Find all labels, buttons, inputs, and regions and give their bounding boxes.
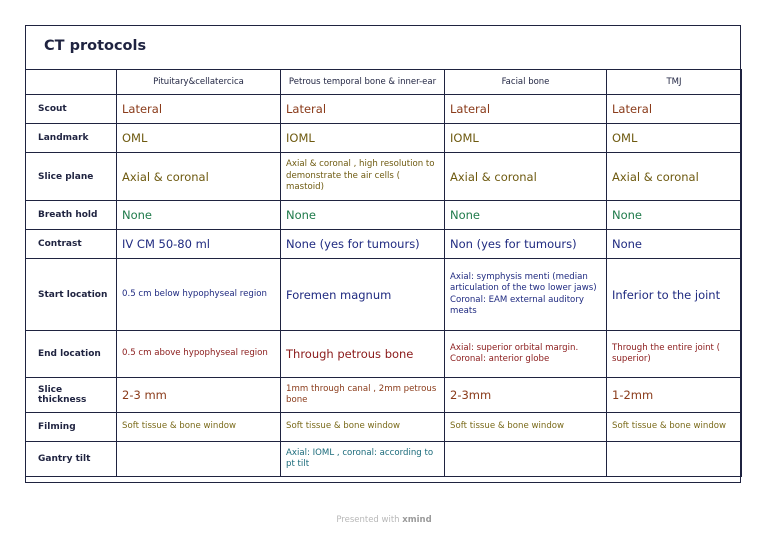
table-cell: None (yes for tumours) <box>281 230 445 259</box>
table-cell <box>117 442 281 477</box>
table-cell: Lateral <box>607 95 742 124</box>
table-cell: None <box>281 201 445 230</box>
table-cell: None <box>607 201 742 230</box>
table-cell: 2-3mm <box>445 378 607 413</box>
footer-prefix: Presented with <box>336 515 400 525</box>
footer-brand: xmind <box>402 515 432 525</box>
page-title: CT protocols <box>44 38 147 54</box>
table-cell: Axial & coronal <box>445 153 607 201</box>
table-row <box>26 442 742 477</box>
table-cell: Soft tissue & bone window <box>607 413 742 442</box>
column-header: TMJ <box>607 70 742 95</box>
table-cell: Axial & coronal , high resolution to demonstrate the air cells ( mastoid) <box>281 153 445 201</box>
header-corner <box>26 70 117 95</box>
table-cell: 0.5 cm above hypophyseal region <box>117 331 281 378</box>
cell-line: Coronal: anterior globe <box>450 354 550 364</box>
table-cell: OML <box>117 124 281 153</box>
table-cell: Axial & coronal <box>117 153 281 201</box>
table-cell: Foremen magnum <box>281 259 445 331</box>
row-label: Landmark <box>26 124 117 153</box>
table-cell: None <box>117 201 281 230</box>
table-cell: 2-3 mm <box>117 378 281 413</box>
cell-line: Coronal: EAM external auditory meats <box>450 294 584 316</box>
table-cell: None <box>445 201 607 230</box>
footer-credit <box>0 515 768 525</box>
row-label: End location <box>26 331 117 378</box>
table-cell: 1-2mm <box>607 378 742 413</box>
table-cell <box>445 442 607 477</box>
protocol-card <box>25 25 741 483</box>
row-label: Filming <box>26 413 117 442</box>
table-cell: IOML <box>445 124 607 153</box>
table-cell: Lateral <box>281 95 445 124</box>
column-header: Petrous temporal bone & inner-ear <box>281 70 445 95</box>
table-row <box>26 124 742 153</box>
row-label: Slice plane <box>26 153 117 201</box>
table-cell: Through the entire joint ( superior) <box>607 331 742 378</box>
table-cell: None <box>607 230 742 259</box>
row-label: Scout <box>26 95 117 124</box>
table-cell: Non (yes for tumours) <box>445 230 607 259</box>
cell-line: Axial: superior orbital margin. <box>450 342 579 353</box>
table-cell: Lateral <box>445 95 607 124</box>
table-cell: Soft tissue & bone window <box>281 413 445 442</box>
table-row <box>26 331 742 378</box>
table-cell: 0.5 cm below hypophyseal region <box>117 259 281 331</box>
table-cell: IV CM 50-80 ml <box>117 230 281 259</box>
table-cell: IOML <box>281 124 445 153</box>
table-cell <box>445 331 607 378</box>
table-row <box>26 95 742 124</box>
table-cell: 1mm through canal , 2mm petrous bone <box>281 378 445 413</box>
table-cell: Inferior to the joint <box>607 259 742 331</box>
row-label: Slice thickness <box>26 378 117 413</box>
table-row <box>26 378 742 413</box>
table-cell: Axial & coronal <box>607 153 742 201</box>
table-row <box>26 153 742 201</box>
row-label: Contrast <box>26 230 117 259</box>
table-cell: Lateral <box>117 95 281 124</box>
table-cell: OML <box>607 124 742 153</box>
cell-line: Axial: symphysis menti (median articulation of the two lower jaws) <box>450 271 597 293</box>
table-row <box>26 230 742 259</box>
column-header: Facial bone <box>445 70 607 95</box>
row-label: Start location <box>26 259 117 331</box>
column-header: Pituitary&cellatercica <box>117 70 281 95</box>
row-label: Breath hold <box>26 201 117 230</box>
table-row <box>26 201 742 230</box>
protocol-table <box>25 69 742 477</box>
table-cell: Soft tissue & bone window <box>117 413 281 442</box>
table-cell <box>445 259 607 331</box>
table-row <box>26 413 742 442</box>
table-cell <box>607 442 742 477</box>
table-cell: Through petrous bone <box>281 331 445 378</box>
table-cell: Soft tissue & bone window <box>445 413 607 442</box>
header-row <box>26 70 742 95</box>
table-cell: Axial: IOML , coronal: according to pt tilt <box>281 442 445 477</box>
table-row <box>26 259 742 331</box>
row-label: Gantry tilt <box>26 442 117 477</box>
